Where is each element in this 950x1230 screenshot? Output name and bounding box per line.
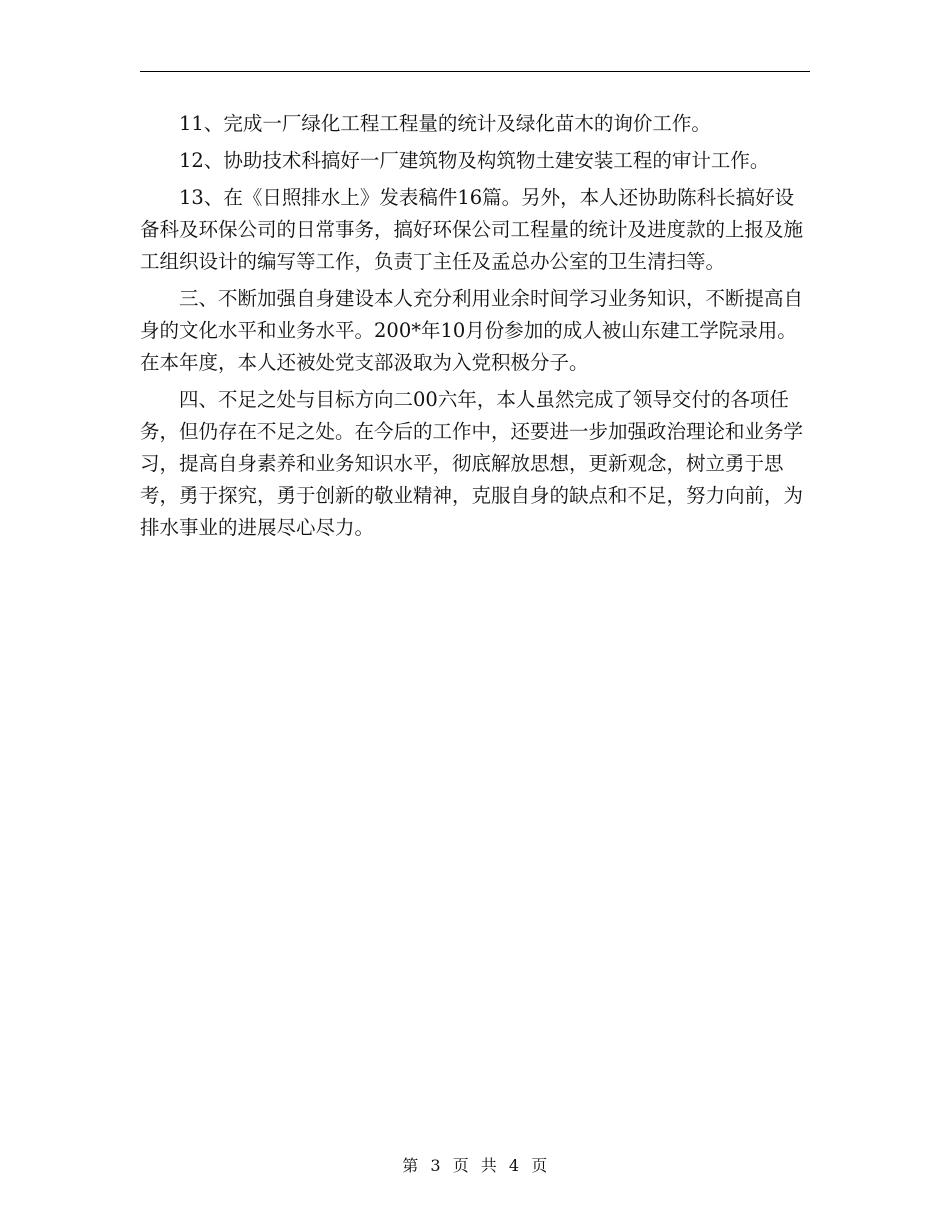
page-footer — [0, 1156, 950, 1176]
total-pages-number: 4 — [508, 1156, 520, 1175]
page-label-prefix: 第 — [402, 1156, 419, 1175]
header-rule — [140, 71, 810, 72]
page-label-suffix: 页 — [531, 1156, 548, 1175]
paragraph-item-13: 13、在《日照排水上》发表稿件16篇。另外，本人还协助陈科长搞好设备科及环保公司的日常事务，搞好环保公司工程量的统计及进度款的上报及施工组织设计的编写等工作，负责丁主任及孟总办公室的卫生清扫等。 — [140, 186, 804, 273]
document-body — [140, 108, 810, 549]
total-label: 共 — [480, 1156, 498, 1175]
paragraph-section-three: 三、不断加强自身建设本人充分利用业余时间学习业务知识，不断提高自身的文化水平和业务水平。200*年10月份参加的成人被山东建工学院录用。在本年度，本人还被处党支部汲取为入党积极分子。 — [140, 287, 804, 374]
page-label-mid: 页 — [452, 1156, 470, 1175]
paragraph-section-four: 四、不足之处与目标方向二00六年，本人虽然完成了领导交付的各项任务，但仍存在不足之处。在今后的工作中，还要进一步加强政治理论和业务学习，提高自身素养和业务知识水平，彻底解放思想，更新观念，树立勇于思考，勇于探究，勇于创新的敬业精神，克服自身的缺点和不足，努力向前，为排水事业的进展尽心尽力。 — [140, 388, 804, 539]
paragraph-item-12: 12、协助技术科搞好一厂建筑物及构筑物土建安装工程的审计工作。 — [179, 149, 770, 172]
current-page-number: 3 — [430, 1156, 442, 1175]
paragraph-item-11: 11、完成一厂绿化工程工程量的统计及绿化苗木的询价工作。 — [179, 112, 711, 135]
